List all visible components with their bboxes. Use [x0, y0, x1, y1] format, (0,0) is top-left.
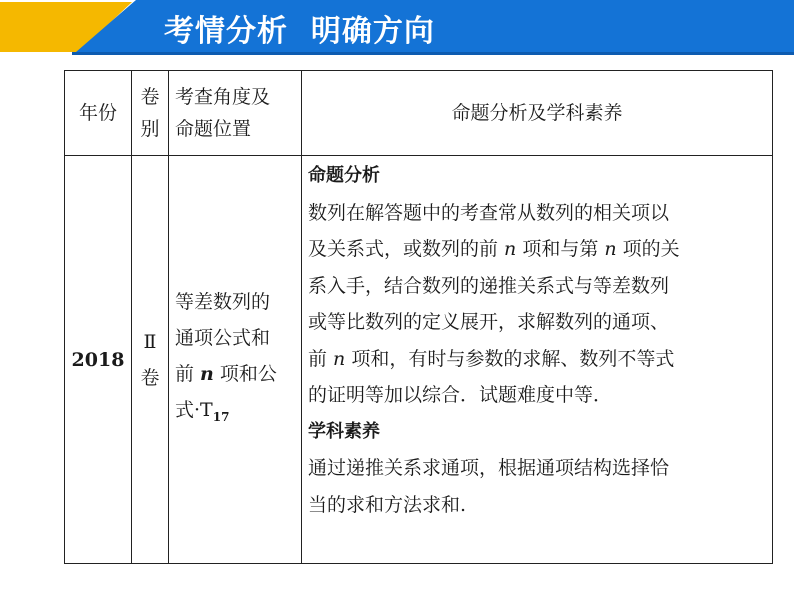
table-header-row	[65, 71, 773, 156]
header-angle-line2: 命题位置	[175, 118, 252, 140]
exam-analysis-table	[64, 70, 773, 564]
analysis-line: 的证明等加以综合．试题难度中等．	[308, 384, 613, 406]
header-year: 年份	[65, 71, 132, 156]
cell-angle-line3: 前 n 项和公	[175, 363, 277, 386]
literacy-line: 当的求和方法求和.	[308, 493, 467, 516]
literacy-heading: 学科素养	[308, 420, 380, 442]
analysis-heading: 命题分析	[308, 165, 380, 186]
cell-year: 2018	[65, 156, 132, 564]
header-volume-line2: 别	[140, 118, 160, 140]
cell-angle-line2: 通项公式和	[175, 327, 271, 350]
analysis-line: 系入手，结合数列的递推关系式与等差数列	[308, 274, 670, 297]
analysis-line: 及关系式，或数列的前 n 项和与第 n 项的关	[308, 238, 680, 260]
cell-angle-line1: 等差数列的	[175, 291, 271, 314]
cell-volume-line2: 卷	[140, 366, 160, 389]
banner-underline	[72, 52, 794, 55]
literacy-line: 通过递推关系求通项，根据通项结构选择恰	[308, 457, 670, 479]
header-angle	[169, 71, 302, 156]
cell-volume	[132, 156, 169, 564]
header-analysis: 命题分析及学科素养	[302, 71, 773, 156]
banner-title: 考情分析 明确方向	[164, 14, 435, 49]
analysis-line: 或等比数列的定义展开，求解数列的通项、	[308, 311, 670, 333]
cell-volume-line1: Ⅱ	[143, 330, 157, 353]
analysis-line: 数列在解答题中的考查常从数列的相关项以	[308, 201, 670, 224]
header-volume	[132, 71, 169, 156]
cell-angle-line4: 式$\cdot T_{17}$	[175, 399, 230, 424]
cell-angle	[169, 156, 302, 564]
header-volume-line1: 卷	[140, 86, 160, 108]
table-row	[65, 156, 773, 564]
cell-analysis	[302, 156, 773, 564]
section-banner	[0, 0, 794, 56]
analysis-line: 前 n 项和，有时与参数的求解、数列不等式	[308, 347, 675, 370]
header-angle-line1: 考查角度及	[175, 86, 271, 108]
